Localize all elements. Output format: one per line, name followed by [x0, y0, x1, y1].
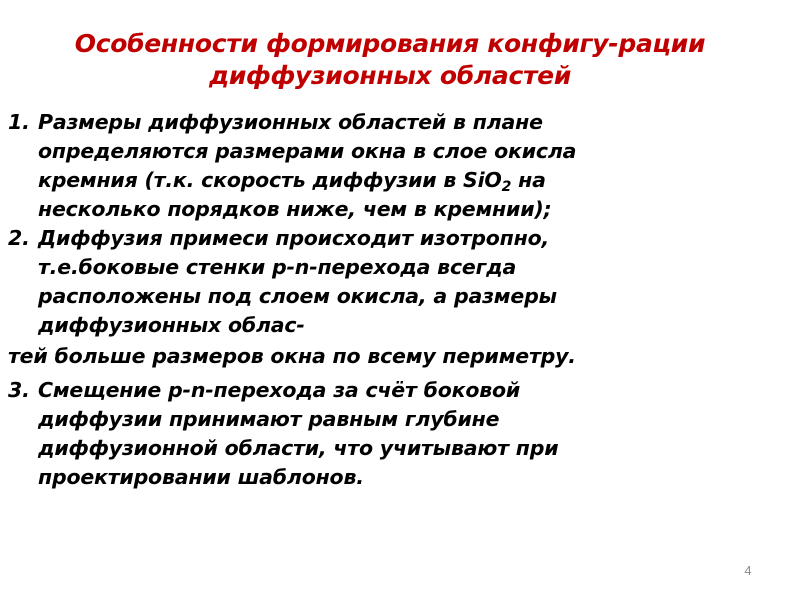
list-item-continuation: тей больше размеров окна по всему периметру.: [8, 344, 576, 368]
list-item-line: расположены под слоем окисла, а размеры: [38, 284, 557, 308]
list-item-3: [8, 376, 778, 492]
page-number: 4: [744, 563, 752, 578]
list-item-line: диффузии принимают равным глубине: [38, 407, 500, 431]
slide-title: [10, 28, 770, 92]
list-item-line: проектировании шаблонов.: [38, 465, 364, 489]
list-item-number: 2.: [8, 226, 30, 250]
list-item-line: определяются размерами окна в слое окисла: [38, 139, 577, 163]
list-item-line: [38, 166, 778, 195]
list-item-1: [8, 108, 778, 224]
slide-title-line-1: Особенности формирования конфигу-рации: [74, 29, 706, 58]
slide-body: [8, 108, 778, 492]
list-item-line: Смещение p-n-перехода за счёт боковой: [38, 378, 521, 402]
list-item-line: Размеры диффузионных областей в плане: [38, 110, 543, 134]
list-item-line: диффузионной области, что учитывают при: [38, 436, 559, 460]
list-item-line: т.е.боковые стенки p-n-перехода всегда: [38, 255, 517, 279]
list-item-text: на: [511, 168, 546, 192]
list-item-text: кремния (т.к. скорость диффузии в SiO: [38, 168, 502, 192]
slide-title-line-2: диффузионных областей: [208, 61, 572, 90]
list-item-number: 1.: [8, 110, 30, 134]
list-item-line: диффузионных облас-: [38, 313, 305, 337]
list-item-line: Диффузия примеси происходит изотропно,: [38, 226, 550, 250]
list-item-2: [8, 224, 778, 371]
list-item-line: несколько порядков ниже, чем в кремнии);: [38, 197, 552, 221]
list-item-number: 3.: [8, 378, 30, 402]
subscript-text: 2: [501, 179, 512, 195]
